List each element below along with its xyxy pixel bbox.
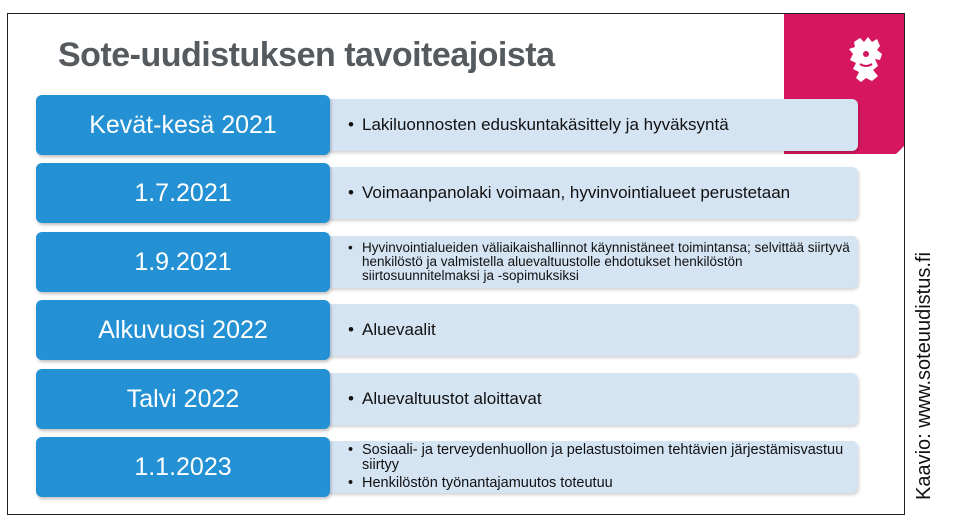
timeline-row	[36, 437, 866, 499]
timeline-row	[36, 232, 866, 294]
list-item: • Sosiaali- ja terveydenhuollon ja pelastustoimen tehtävien järjestämisvastuu siirtyy	[348, 443, 858, 473]
timeline-date: Kevät-kesä 2021	[36, 95, 330, 155]
timeline-row	[36, 300, 866, 362]
timeline-date: 1.7.2021	[36, 163, 330, 223]
list-item: • Aluevaltuustot aloittavat	[348, 389, 858, 409]
timeline-date: Talvi 2022	[36, 369, 330, 429]
timeline-date: 1.1.2023	[36, 437, 330, 497]
timeline-date: 1.9.2021	[36, 232, 330, 292]
timeline-row	[36, 95, 866, 157]
timeline-date: Alkuvuosi 2022	[36, 300, 330, 360]
timeline-description	[328, 167, 858, 219]
list-item: • Hyvinvointialueiden väliaikaishallinnot käynnistäneet toimintansa; selvittää siirtyvä henkilöstö ja valmistella aluevaltuustolle ehdotukset henkilöstön siirtosuunnitelmaksi ja -sopimuksiksi	[348, 241, 858, 283]
list-item: • Lakiluonnosten eduskuntakäsittely ja hyväksyntä	[348, 115, 858, 135]
timeline-row	[36, 163, 866, 225]
timeline-description	[328, 236, 858, 288]
slide	[7, 13, 905, 515]
finnish-lion-icon	[844, 34, 890, 86]
list-item: • Voimaanpanolaki voimaan, hyvinvointialueet perustetaan	[348, 183, 858, 203]
timeline-row	[36, 369, 866, 431]
page-title: Sote-uudistuksen tavoiteajoista	[58, 36, 555, 74]
timeline-description	[328, 441, 858, 493]
timeline-description	[328, 99, 858, 151]
list-item: • Aluevaalit	[348, 320, 858, 340]
list-item: • Henkilöstön työnantajamuutos toteutuu	[348, 475, 858, 491]
timeline-description	[328, 373, 858, 425]
side-caption: Kaavio: www.soteuudistus.fi	[913, 252, 935, 500]
timeline-description	[328, 304, 858, 356]
